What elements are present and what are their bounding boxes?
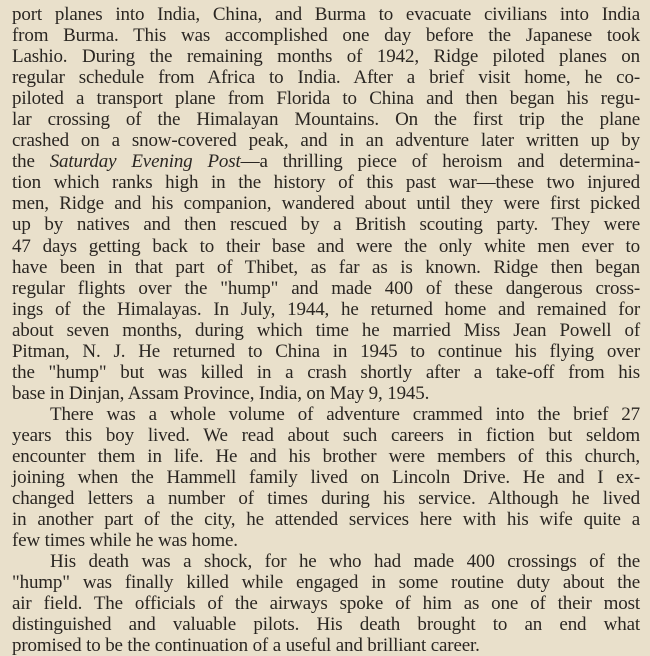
paragraph-2 bbox=[12, 404, 640, 551]
text-line: the Saturday Evening Post—a thrilling piece of heroism and determina- bbox=[12, 151, 640, 173]
text-line: regular schedule from Africa to India. After a brief visit home, he co- bbox=[12, 67, 640, 89]
text-line: piloted a transport plane from Florida to China and then began his regu- bbox=[12, 88, 640, 110]
text-line: joining when the Hammell family lived on Lincoln Drive. He and I ex- bbox=[12, 467, 640, 489]
text-line: men, Ridge and his companion, wandered about until they were first picked bbox=[12, 193, 640, 215]
text-line: lar crossing of the Himalayan Mountains. On the first trip the plane bbox=[12, 109, 640, 131]
text-line: have been in that part of Thibet, as far as is known. Ridge then began bbox=[12, 256, 640, 278]
text-line: changed letters a number of times during his service. Although he lived bbox=[12, 488, 640, 510]
text-line: about seven months, during which time he married Miss Jean Powell of bbox=[12, 319, 640, 341]
text-line: up by natives and then rescued by a British scouting party. They were bbox=[12, 214, 640, 236]
publication-title: Saturday Evening Post bbox=[49, 151, 241, 173]
text-line: from Burma. This was accomplished one day before the Japanese took bbox=[12, 25, 640, 47]
text-line: distinguished and valuable pilots. His death brought to an end what bbox=[12, 614, 640, 636]
text-line: tion which ranks high in the history of this past war—these two injured bbox=[12, 172, 640, 194]
text-line: crashed on a snow-covered peak, and in an adventure later written up by bbox=[12, 130, 640, 152]
text-line: encounter them in life. He and his brother were members of this church, bbox=[12, 445, 640, 467]
text-line: the "hump" but was killed in a crash shortly after a take-off from his bbox=[12, 361, 640, 383]
text-line: few times while he was home. bbox=[12, 530, 238, 552]
text-line: "hump" was finally killed while engaged in some routine duty about the bbox=[12, 572, 640, 594]
text-line: regular flights over the "hump" and made 400 of these dangerous cross- bbox=[12, 277, 640, 299]
text-line: years this boy lived. We read about such careers in fiction but seldom bbox=[12, 424, 640, 446]
text-line: port planes into India, China, and Burma to evacuate civilians into India bbox=[12, 4, 640, 25]
text-line: There was a whole volume of adventure crammed into the brief 27 bbox=[50, 403, 640, 425]
text-line: air field. The officials of the airways spoke of him as one of their most bbox=[12, 593, 640, 615]
text-line: ings of the Himalayas. In July, 1944, he returned home and remained for bbox=[12, 298, 640, 320]
paragraph-3 bbox=[12, 551, 640, 656]
text-line: Lashio. During the remaining months of 1942, Ridge piloted planes on bbox=[12, 46, 640, 68]
text-line: base in Dinjan, Assam Province, India, on May 9, 1945. bbox=[12, 382, 430, 404]
text-line: promised to be the continuation of a useful and brilliant career. bbox=[12, 635, 480, 656]
paragraph-1 bbox=[12, 4, 640, 404]
text-line: in another part of the city, he attended services here with his wife quite a bbox=[12, 509, 640, 531]
text-line: Pitman, N. J. He returned to China in 1945 to continue his flying over bbox=[12, 340, 640, 362]
text-line: 47 days getting back to their base and were the only white men ever to bbox=[12, 235, 640, 257]
text-line: His death was a shock, for he who had made 400 crossings of the bbox=[50, 551, 640, 573]
